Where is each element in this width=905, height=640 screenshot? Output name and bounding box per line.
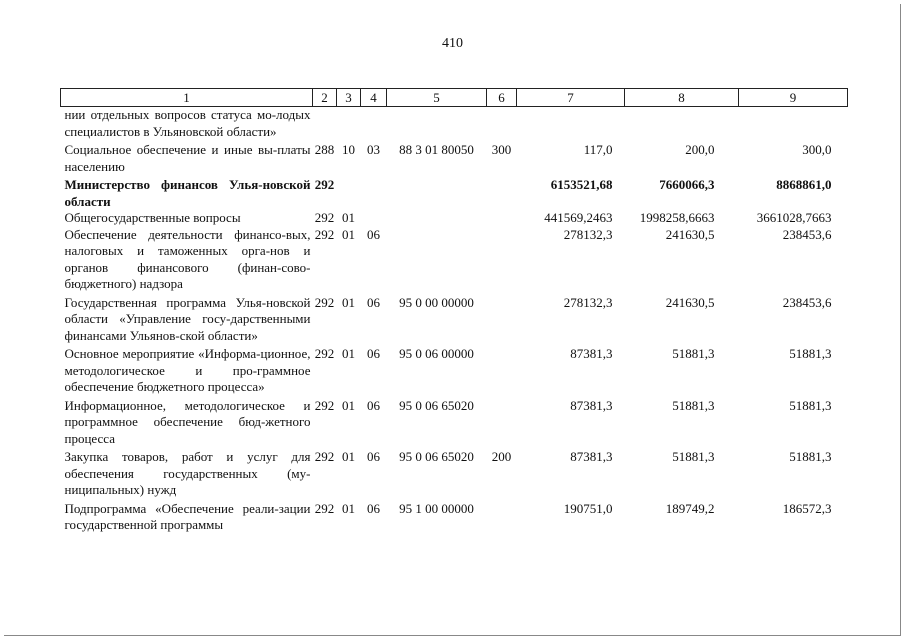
row-code-ministry: 292 <box>314 294 335 310</box>
row-code-subsection: 06 <box>367 226 380 242</box>
row-name: Государственная программа Улья-новской области «Управление госу-дарственными финансами Ульянов-ской области» <box>64 294 311 343</box>
row-code-ministry: 292 <box>314 226 335 242</box>
row-amount-col9: 3661028,7663 <box>756 210 832 225</box>
row-code-expense-type <box>487 396 517 448</box>
row-amount-col7: 190751,0 <box>563 500 613 516</box>
row-name: нии отдельных вопросов статуса мо-лодых специалистов в Ульяновской области» <box>64 107 311 139</box>
row-code-target: 95 0 06 65020 <box>399 449 474 464</box>
row-name: Министерство финансов Улья-новской области <box>64 177 311 209</box>
row-amount-col8: 1998258,6663 <box>639 210 715 225</box>
row-code-expense-type <box>487 293 517 345</box>
row-amount-col8: 51881,3 <box>672 397 715 413</box>
table-row <box>61 447 848 499</box>
row-code-target: 95 0 00 00000 <box>399 294 474 310</box>
table-row <box>61 107 848 141</box>
header-col-8: 8 <box>625 89 739 107</box>
budget-table <box>60 88 848 534</box>
row-code-subsection: 03 <box>367 142 380 157</box>
row-code-expense-type <box>487 344 517 396</box>
row-amount-col8: 241630,5 <box>665 226 715 242</box>
row-amount-col9: 186572,3 <box>782 500 832 516</box>
table-row <box>61 499 848 534</box>
row-amount-col9: 238453,6 <box>782 294 832 310</box>
row-amount-col9: 51881,3 <box>789 449 832 464</box>
row-amount-col9: 51881,3 <box>789 346 832 361</box>
row-amount-col9 <box>739 107 848 141</box>
row-amount-col8: 200,0 <box>685 142 715 157</box>
table-row <box>61 175 848 210</box>
row-code-section: 01 <box>342 210 355 225</box>
row-amount-col7 <box>517 107 625 141</box>
header-row <box>61 89 848 107</box>
row-amount-col7: 6153521,68 <box>550 177 613 192</box>
table-body <box>61 107 848 534</box>
row-code-expense-type <box>487 499 517 534</box>
row-amount-col7: 278132,3 <box>563 294 613 310</box>
table-header <box>61 89 848 107</box>
row-code-expense-type <box>487 107 517 141</box>
row-code-subsection: 06 <box>367 500 380 516</box>
row-name: Обеспечение деятельности финансо-вых, налоговых и таможенных орга-нов и органов финансового (финан-сово-бюджетного) надзора <box>64 226 311 291</box>
row-amount-col7: 441569,2463 <box>544 210 613 225</box>
row-amount-col8: 241630,5 <box>665 294 715 310</box>
header-col-5: 5 <box>387 89 487 107</box>
row-code-target: 95 0 06 65020 <box>399 397 474 413</box>
row-code-ministry: 292 <box>314 210 335 225</box>
row-code-subsection: 06 <box>367 449 380 464</box>
header-col-1: 1 <box>61 89 313 107</box>
row-code-section: 01 <box>342 294 355 310</box>
row-name: Закупка товаров, работ и услуг для обеспечения государственных (му-ниципальных) нужд <box>64 449 311 497</box>
row-name: Основное мероприятие «Информа-ционное, методологическое и про-граммное обеспечение бюджетного процесса» <box>64 346 311 394</box>
row-code-section: 01 <box>342 397 355 413</box>
row-code-section: 01 <box>342 346 355 361</box>
row-amount-col9: 8868861,0 <box>776 177 832 192</box>
header-col-6: 6 <box>487 89 517 107</box>
row-code-section <box>337 175 361 210</box>
header-col-7: 7 <box>517 89 625 107</box>
row-amount-col9: 51881,3 <box>789 397 832 413</box>
row-code-subsection <box>361 210 387 227</box>
row-code-expense-type <box>487 227 517 293</box>
row-code-subsection <box>361 107 387 141</box>
row-code-ministry: 288 <box>314 142 335 157</box>
table-row <box>61 293 848 345</box>
row-code-subsection <box>361 175 387 210</box>
row-code-section: 01 <box>342 226 355 242</box>
row-code-target <box>387 210 487 227</box>
row-name: Социальное обеспечение и иные вы-платы населению <box>64 142 311 174</box>
header-col-2: 2 <box>313 89 337 107</box>
row-amount-col9: 238453,6 <box>782 226 832 242</box>
table-row <box>61 396 848 448</box>
page-number: 410 <box>442 36 463 51</box>
row-amount-col7: 87381,3 <box>570 397 613 413</box>
row-amount-col8 <box>625 107 739 141</box>
row-code-target: 95 1 00 00000 <box>399 500 474 516</box>
row-code-target: 88 3 01 80050 <box>399 142 474 157</box>
row-code-expense-type <box>487 175 517 210</box>
header-col-9: 9 <box>739 89 848 107</box>
row-amount-col9: 300,0 <box>802 142 832 157</box>
row-code-section: 01 <box>342 449 355 464</box>
row-amount-col7: 87381,3 <box>570 449 613 464</box>
row-code-expense-type: 200 <box>491 449 512 464</box>
row-code-expense-type: 300 <box>491 142 512 157</box>
row-code-ministry: 292 <box>314 346 335 361</box>
table-row <box>61 227 848 293</box>
row-amount-col8: 51881,3 <box>672 346 715 361</box>
row-amount-col8: 189749,2 <box>665 500 715 516</box>
row-code-target <box>387 175 487 210</box>
row-amount-col8: 7660066,3 <box>659 177 715 192</box>
row-code-ministry: 292 <box>314 177 335 192</box>
row-code-expense-type <box>487 210 517 227</box>
row-name: Подпрограмма «Обеспечение реали-зации государственной программы <box>64 500 311 532</box>
row-code-ministry: 292 <box>314 500 335 516</box>
row-code-section: 10 <box>342 142 355 157</box>
row-amount-col8: 51881,3 <box>672 449 715 464</box>
header-col-3: 3 <box>337 89 361 107</box>
row-code-section <box>337 107 361 141</box>
row-code-target <box>387 227 487 293</box>
row-code-ministry <box>313 107 337 141</box>
row-amount-col7: 87381,3 <box>570 346 613 361</box>
row-code-subsection: 06 <box>367 397 380 413</box>
table-row <box>61 140 848 175</box>
row-code-subsection: 06 <box>367 294 380 310</box>
row-amount-col7: 117,0 <box>583 142 613 157</box>
row-code-target <box>387 107 487 141</box>
table-row <box>61 210 848 227</box>
row-amount-col7: 278132,3 <box>563 226 613 242</box>
table-row <box>61 344 848 396</box>
row-code-ministry: 292 <box>314 397 335 413</box>
row-name: Общегосударственные вопросы <box>64 210 241 225</box>
row-code-subsection: 06 <box>367 346 380 361</box>
row-code-section: 01 <box>342 500 355 516</box>
header-col-4: 4 <box>361 89 387 107</box>
row-code-target: 95 0 06 00000 <box>399 346 474 361</box>
row-name: Информационное, методологическое и программное обеспечение бюд-жетного процесса <box>64 397 311 446</box>
row-code-ministry: 292 <box>314 449 335 464</box>
